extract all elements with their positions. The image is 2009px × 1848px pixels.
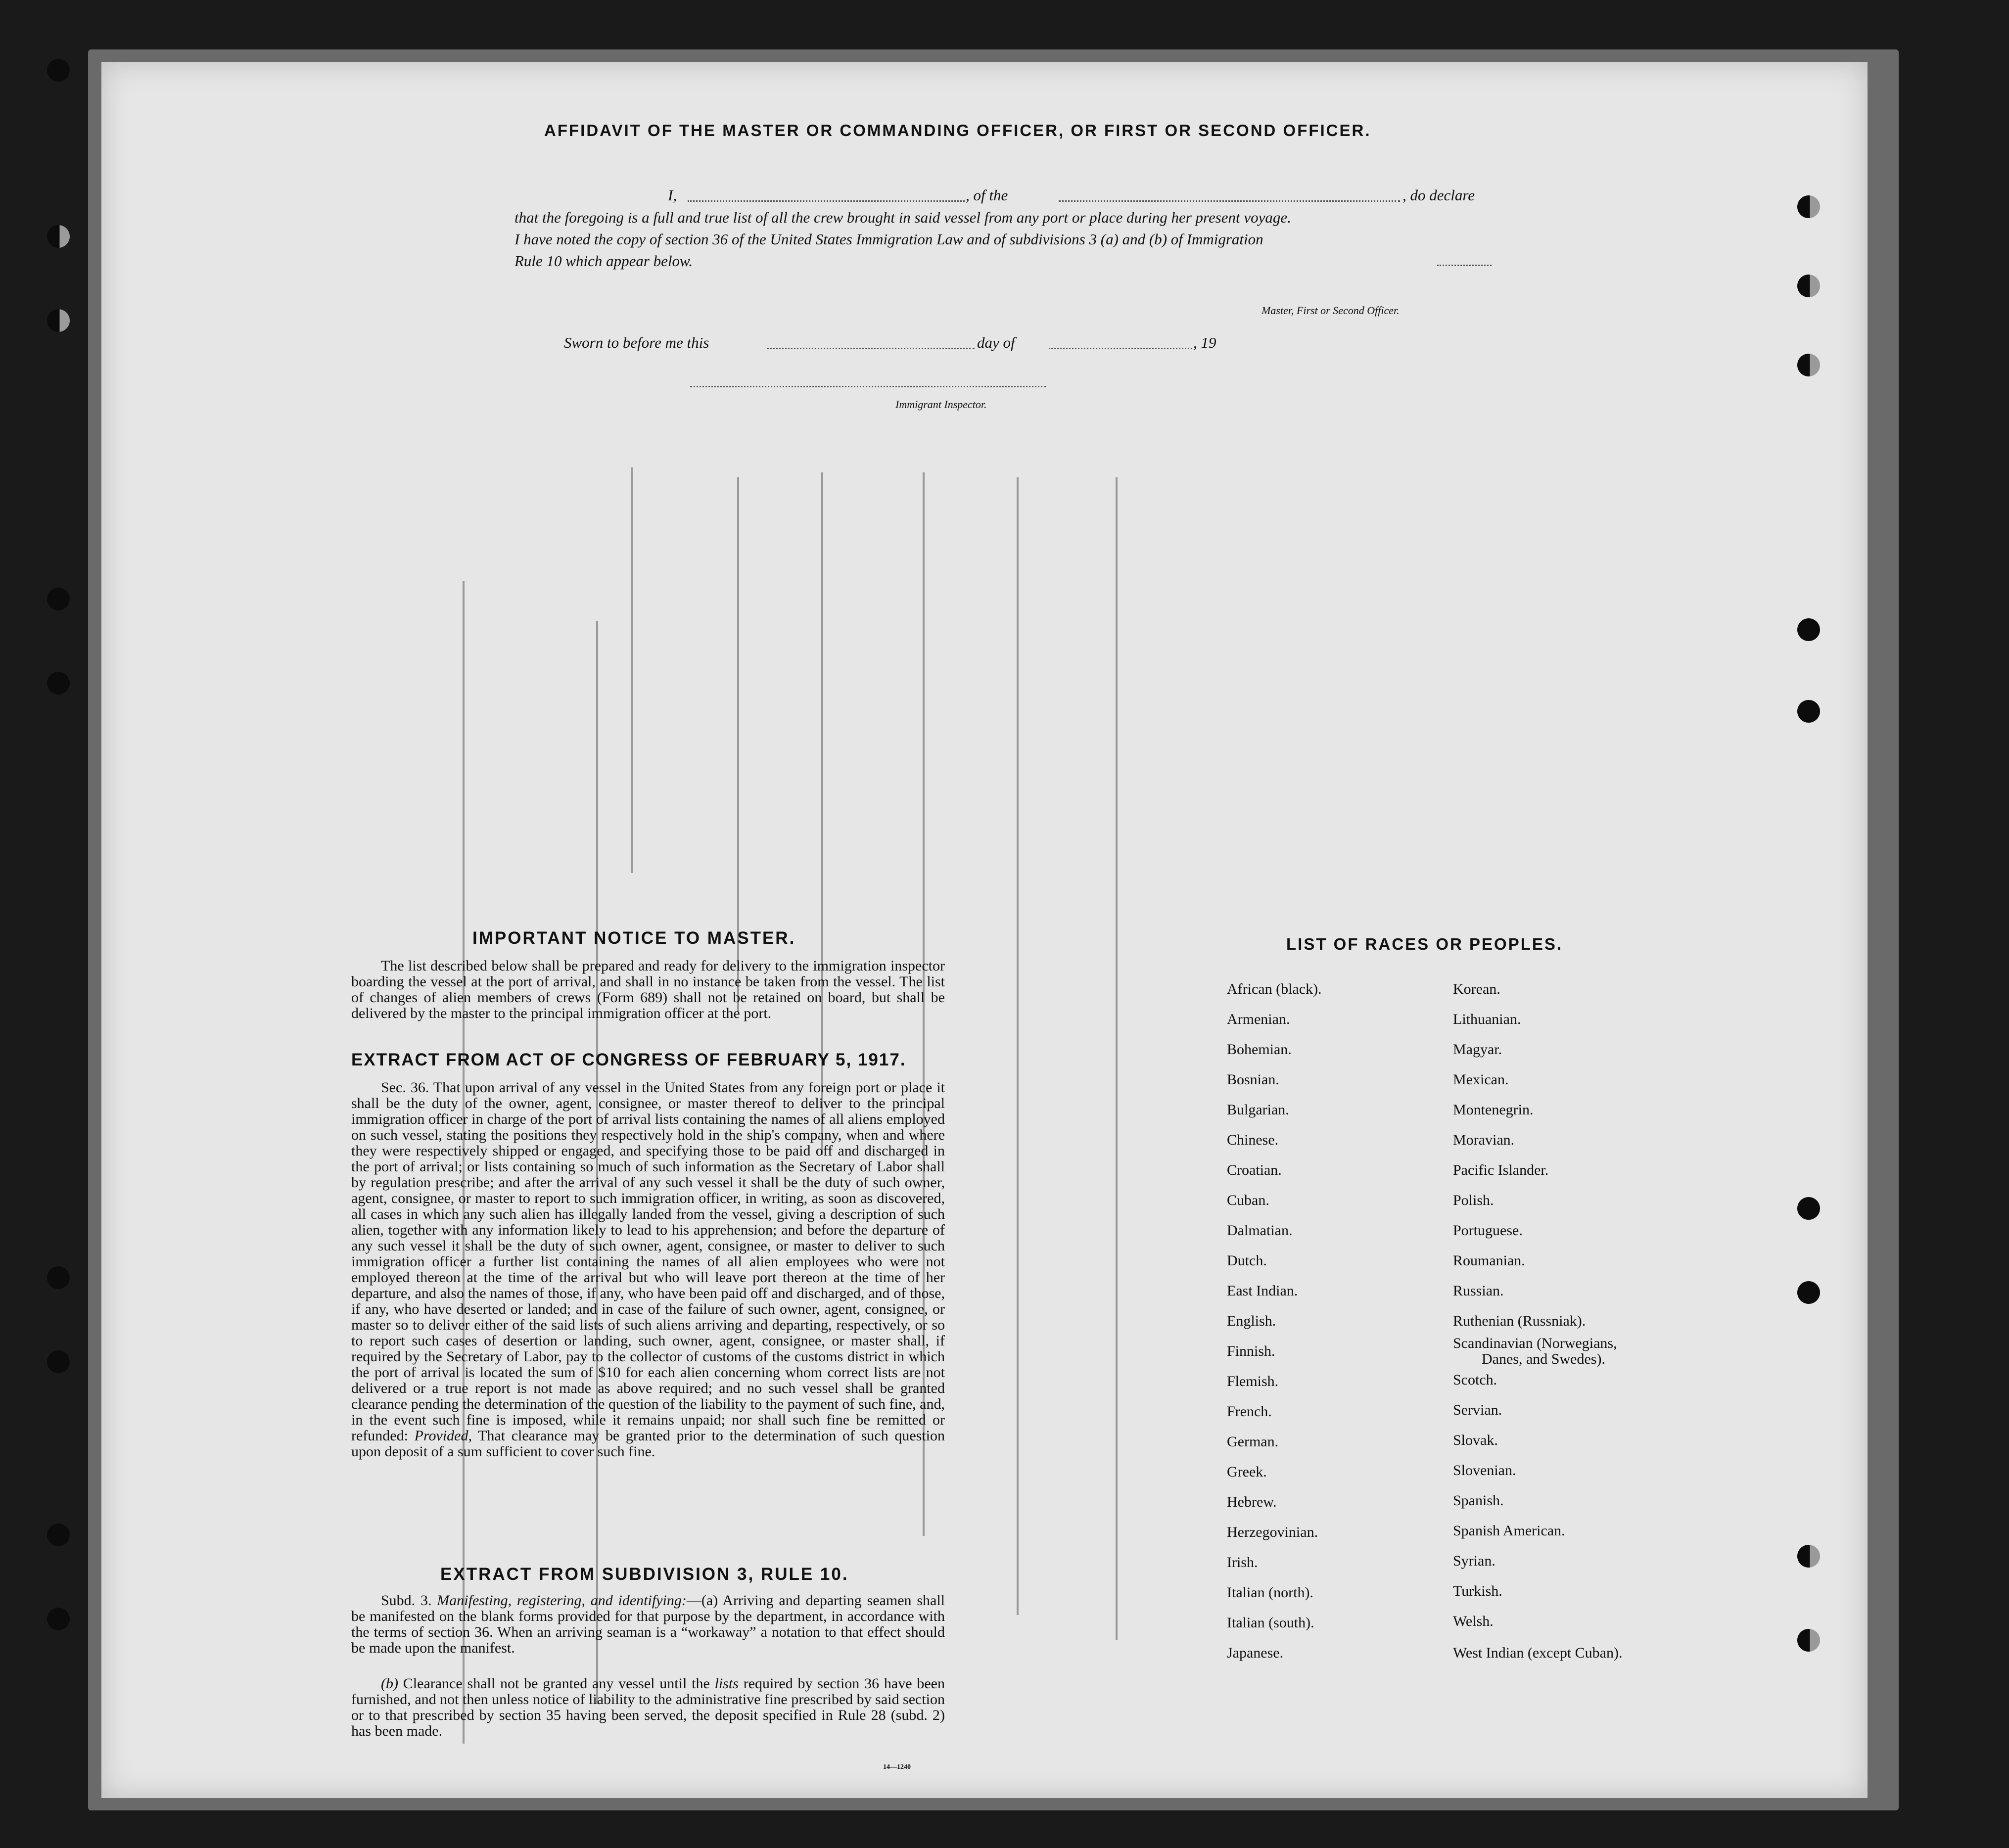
race-item: Montenegrin. xyxy=(1453,1102,1534,1118)
race-item: Ruthenian (Russniak). xyxy=(1453,1313,1586,1329)
race-item: Polish. xyxy=(1453,1192,1494,1208)
race-item: Flemish. xyxy=(1227,1373,1279,1389)
race-item: Servian. xyxy=(1453,1402,1502,1418)
binder-hole xyxy=(1797,275,1820,297)
race-item: Dalmatian. xyxy=(1227,1222,1293,1239)
race-item: Bohemian. xyxy=(1227,1041,1292,1058)
section-36-end: That clearance may be granted prior to the determination of such question upon deposit of a sum sufficient to cover such fine. xyxy=(351,1428,945,1460)
notice-title: IMPORTANT NOTICE TO MASTER. xyxy=(472,928,796,948)
race-item: German. xyxy=(1227,1433,1279,1450)
of-the-label: , of the xyxy=(966,186,1008,204)
race-item: Portuguese. xyxy=(1453,1222,1523,1239)
race-item: Mexican. xyxy=(1453,1071,1509,1088)
affidavit-title: AFFIDAVIT OF THE MASTER OR COMMANDING OFFICER, OR FIRST OR SECOND OFFICER. xyxy=(544,121,1371,139)
race-item: Lithuanian. xyxy=(1453,1011,1521,1027)
race-item: French. xyxy=(1227,1403,1272,1420)
binder-hole xyxy=(1797,1629,1820,1652)
race-item: West Indian (except Cuban). xyxy=(1453,1645,1623,1661)
section-36-text: That upon arrival of any vessel in the United States from any foreign port or place it shall be the duty of the owner, agent, consignee, or master thereof to deliver to the principal immigration officer in charge of the port of arrival lists containing the names of all aliens employed on such vessel, stating the positions they respectively hold in the ship's company, when and where they were respectively shipped or engaged, and specifying those to be paid off and discharged in the port of arrival; or lists containing so much of such information as the Secretary of Labor shall by regulation prescribe; and after the arrival of any such vessel it shall be the duty of such owner, agent, consignee, or master to report to such immigration officer, in writing, as soon as discovered, all cases in which any such alien has illegally landed from the vessel, giving a description of such alien, together with any information likely to lead to his apprehension; and before the departure of any such vessel it shall be the duty of such owner, agent, consignee, or master to deliver to such immigration officer a further list containing the names of all alien employees who were not employed thereon at the time of the arrival but who will leave port thereon at the time of her departure, and also the names of those, if any, who have been paid off and discharged, and of those, if any, who have deserted or landed; and in case of the failure of such owner, agent, consignee, or master so to deliver either of the said lists of such aliens arriving and departing, respectively, or so to report such cases of desertion or landing, such owner, agent, consignee, or master shall, if required by the Secretary of Labor, pay to the collector of customs of the customs district in which the port of arrival is located the sum of $10 for each alien concerning whom correct lists are not delivered or a true report is not made as above required; and no such vessel shall be granted clearance pending the determination of the question of the liability to the payment of such fine, and, in the event such fine is imposed, while it remains unpaid; nor shall such fine be remitted or refunded: xyxy=(351,1079,945,1444)
race-item: Syrian. xyxy=(1453,1553,1495,1569)
race-item: Hebrew. xyxy=(1227,1494,1277,1510)
race-item: Bosnian. xyxy=(1227,1071,1279,1088)
notice-text xyxy=(351,958,945,1021)
race-item: Chinese. xyxy=(1227,1132,1279,1148)
race-item: Italian (north). xyxy=(1227,1584,1313,1601)
column-line xyxy=(631,467,633,873)
binder-hole xyxy=(47,672,70,694)
affidavit-line-2: that the foregoing is a full and true list of all the crew brought in said vessel from any port or place during her present voyage. xyxy=(514,209,1291,226)
affidavit-line-1 xyxy=(564,186,1608,206)
binder-hole xyxy=(47,588,70,610)
binder-hole xyxy=(1797,354,1820,376)
section-label: Sec. 36. xyxy=(381,1079,429,1096)
sworn-line xyxy=(564,334,1257,354)
race-item: Slovak. xyxy=(1453,1432,1498,1448)
race-item: Herzegovinian. xyxy=(1227,1524,1318,1540)
provided-word: Provided, xyxy=(414,1428,472,1444)
race-item: Cuban. xyxy=(1227,1192,1269,1208)
binder-hole xyxy=(47,1350,70,1373)
race-item: Bulgarian. xyxy=(1227,1102,1289,1118)
name-blank xyxy=(688,200,965,202)
subd-text-b2: required by section 36 have been furnished, and not then unless notice of liability to the administrative fine prescribed by said section or to that prescribed by section 35 having been served, the deposit specified in Rule 28 (subd. 2) has been made. xyxy=(351,1675,945,1739)
binder-hole xyxy=(47,225,70,248)
race-item: Moravian. xyxy=(1453,1132,1515,1148)
race-item: Italian (south). xyxy=(1227,1615,1314,1631)
race-item: Dutch. xyxy=(1227,1252,1267,1269)
binder-hole xyxy=(1797,195,1820,218)
binder-hole xyxy=(1797,1281,1820,1304)
race-item: Spanish. xyxy=(1453,1492,1504,1509)
race-item: Russian. xyxy=(1453,1283,1504,1299)
form-number: 14—1240 xyxy=(883,1763,911,1771)
race-item: Scotch. xyxy=(1453,1372,1497,1388)
race-item: Roumanian. xyxy=(1453,1252,1525,1269)
binder-hole xyxy=(1797,618,1820,641)
race-item: Japanese. xyxy=(1227,1645,1284,1661)
binder-hole xyxy=(47,1524,70,1546)
race-item: Pacific Islander. xyxy=(1453,1162,1549,1178)
race-item: Magyar. xyxy=(1453,1041,1502,1058)
affidavit-line-3: I have noted the copy of section 36 of the United States Immigration Law and of subdivisions 3 (a) and (b) of Immigration xyxy=(514,231,1263,248)
race-item: English. xyxy=(1227,1313,1276,1329)
race-item: Scandinavian (Norwegians, xyxy=(1453,1335,1617,1351)
notice-body: The list described below shall be prepared and ready for delivery to the immigration inspector boarding the vessel at the port of arrival, and shall in no instance be taken from the vessel. The list of changes of alien members of crews (Form 689) shall not be retained on board, but shall be delivered by the master to the principal immigration officer at the port. xyxy=(351,958,945,1021)
binder-hole xyxy=(1797,700,1820,723)
race-item-continued: Danes, and Swedes). xyxy=(1482,1351,1605,1367)
binder-hole xyxy=(47,59,70,82)
binder-hole xyxy=(1797,1197,1820,1220)
column-line xyxy=(1017,477,1019,1615)
extract-act-title: EXTRACT FROM ACT OF CONGRESS OF FEBRUARY 5, 1917. xyxy=(351,1050,906,1069)
subd-b-label: (b) xyxy=(381,1675,398,1692)
signature-blank xyxy=(1437,265,1492,266)
races-title: LIST OF RACES OR PEOPLES. xyxy=(1286,935,1563,953)
race-item: Korean. xyxy=(1453,981,1500,997)
do-declare-label: , do declare xyxy=(1402,186,1475,204)
signature-label: Master, First or Second Officer. xyxy=(1261,304,1400,317)
day-of-label: day of xyxy=(977,334,1015,351)
binder-hole xyxy=(1797,1545,1820,1568)
document-page xyxy=(101,62,1868,1798)
race-item: Greek. xyxy=(1227,1464,1267,1480)
race-item: Irish. xyxy=(1227,1554,1258,1571)
race-item: Slovenian. xyxy=(1453,1462,1516,1478)
race-item: Finnish. xyxy=(1227,1343,1275,1359)
extract-act-text xyxy=(351,1080,945,1460)
vessel-blank xyxy=(1059,200,1400,202)
extract-rule-text-b xyxy=(351,1676,945,1739)
day-blank xyxy=(767,348,975,349)
race-item: East Indian. xyxy=(1227,1283,1298,1299)
month-blank xyxy=(1049,348,1192,349)
lists-word: lists xyxy=(714,1675,739,1692)
race-item: Welsh. xyxy=(1453,1613,1494,1629)
subd-label: Subd. 3. xyxy=(381,1592,432,1609)
inspector-blank xyxy=(690,386,1046,387)
extract-rule-text-a xyxy=(351,1593,945,1656)
year-label: , 19 xyxy=(1193,334,1216,351)
race-item: Croatian. xyxy=(1227,1162,1282,1178)
column-line xyxy=(1116,477,1118,1640)
sworn-label: Sworn to before me this xyxy=(564,334,709,351)
race-item: African (black). xyxy=(1227,981,1322,997)
inspector-label: Immigrant Inspector. xyxy=(895,398,987,411)
subd-text-a: —(a) Arriving and departing seamen shall be manifested on the blank forms provided for that purpose by the department, in accordance with the terms of section 36. When an arriving seaman is a “workaway” a notation to that effect should be made upon the manifest. xyxy=(351,1592,945,1656)
subd-heading: Manifesting, registering, and identifying: xyxy=(437,1592,687,1609)
extract-rule-title: EXTRACT FROM SUBDIVISION 3, RULE 10. xyxy=(440,1565,849,1584)
i-label: I, xyxy=(668,186,677,204)
subd-text-b1: Clearance shall not be granted any vessel until the xyxy=(403,1675,710,1692)
binder-hole xyxy=(47,309,70,332)
binder-hole xyxy=(47,1266,70,1289)
race-item: Armenian. xyxy=(1227,1011,1290,1027)
race-item: Spanish American. xyxy=(1453,1523,1565,1539)
race-item: Turkish. xyxy=(1453,1583,1502,1599)
binder-hole xyxy=(47,1608,70,1630)
affidavit-line-4: Rule 10 which appear below. xyxy=(514,252,693,270)
